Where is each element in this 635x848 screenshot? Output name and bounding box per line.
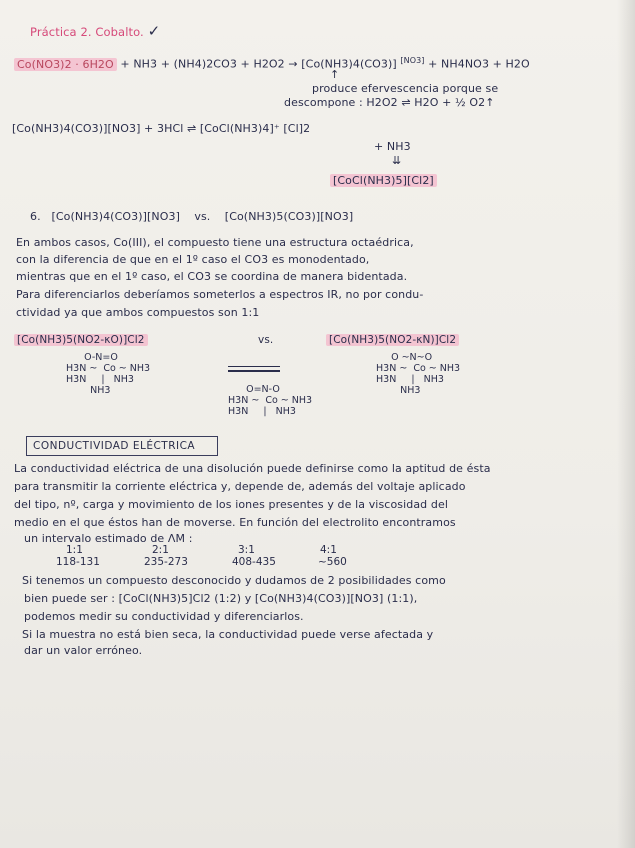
compound-a: [Co(NH3)4(CO3)][NO3]	[51, 210, 180, 223]
structure-intermediate: O=N-O H3N ~ Co ~ NH3 H3N | NH3	[228, 384, 313, 417]
checkmark-icon: ✓	[147, 22, 161, 40]
para3-line-3: podemos medir su conductividad y diferenciarlos.	[24, 610, 304, 623]
isomer-b: [Co(NH3)5(NO2-κN)]Cl2	[326, 334, 459, 346]
structure-nitro: O ~N~O H3N ~ Co ~ NH3 H3N | NH3 NH3	[376, 352, 461, 396]
ratio-3-1-label: 3:1	[238, 544, 255, 556]
para2-line-5: un intervalo estimado de ΛM :	[24, 532, 193, 545]
product-line	[330, 174, 437, 187]
para1-line-1: En ambos casos, Co(III), el compuesto tiene una estructura octaédrica,	[16, 236, 414, 249]
equilibrium-arrow-icon	[228, 366, 280, 375]
reaction-2-nh3: + NH3	[374, 140, 411, 153]
para1-line-2: con la diferencia de que en el 1º caso el CO3 es monodentado,	[16, 253, 370, 266]
effervescence-note-2: descompone : H2O2 ⇌ H2O + ½ O2↑	[284, 96, 495, 109]
para3-line-2: bien puede ser : [CoCl(NH3)5]Cl2 (1:2) y [Co(NH3)4(CO3)][NO3] (1:1),	[24, 592, 418, 605]
para1-line-4: Para diferenciarlos deberíamos someterlos a espectros IR, no por condu-	[16, 288, 424, 301]
para2-line-2: para transmitir la corriente eléctrica y, depende de, además del voltaje aplicado	[14, 480, 466, 493]
page-title	[30, 22, 160, 40]
reaction-1-body: + NH3 + (NH4)2CO3 + H2O2 → [Co(NH3)4(CO3)]	[120, 57, 397, 71]
para2-line-3: del tipo, nº, carga y movimiento de los iones presentes y de la viscosidad del	[14, 498, 448, 511]
para3-line-5: dar un valor erróneo.	[24, 644, 143, 657]
ratio-4-1-label: 4:1	[320, 544, 337, 556]
para3-line-4: Si la muestra no está bien seca, la conductividad puede verse afectada y	[22, 628, 434, 641]
structure-nitrito: O-N=O H3N ~ Co ~ NH3 H3N | NH3 NH3	[66, 352, 151, 396]
ratio-1-1-label: 1:1	[66, 544, 83, 556]
title-text: Práctica 2. Cobalto.	[30, 25, 144, 39]
reaction-2-arrow: ⇊	[392, 154, 402, 167]
section-heading-box	[26, 436, 218, 456]
para3-line-1: Si tenemos un compuesto desconocido y dudamos de 2 posibilidades como	[22, 574, 446, 587]
question-number: 6.	[30, 210, 41, 223]
ratio-3-1-range: 408-435	[232, 556, 276, 568]
para1-line-3: mientras que en el 1º caso, el CO3 se coordina de manera bidentada.	[16, 270, 408, 283]
para2-line-1: La conductividad eléctrica de una disolución puede definirse como la aptitud de ésta	[14, 462, 491, 475]
page-edge-shadow	[617, 0, 635, 848]
ratio-2-1-range: 235-273	[144, 556, 188, 568]
effervescence-note-1: produce efervescencia porque se	[312, 82, 499, 95]
reaction-line-1	[14, 56, 530, 71]
para2-line-4: medio en el que éstos han de moverse. En función del electrolito encontramos	[14, 516, 456, 529]
para1-line-5: ctividad ya que ambos compuestos son 1:1	[16, 306, 260, 319]
isomers-vs: vs.	[258, 334, 274, 346]
isomer-b-line	[326, 334, 459, 346]
ratio-1-1-range: 118-131	[56, 556, 100, 568]
question-line	[30, 210, 353, 223]
vs-label: vs.	[194, 210, 211, 223]
isomer-a: [Co(NH3)5(NO2-κO)]Cl2	[14, 334, 148, 346]
highlighted-reactant: Co(NO3)2 · 6H2O	[14, 58, 117, 71]
ratio-4-1-range: ~560	[318, 556, 347, 568]
up-arrow-icon: ↑	[330, 68, 340, 81]
compound-b: [Co(NH3)5(CO3)][NO3]	[224, 210, 354, 223]
reaction-line-2: [Co(NH3)4(CO3)][NO3] + 3HCl ⇌ [CoCl(NH3)4]⁺ [Cl]2	[12, 122, 311, 135]
reaction-1-tail: + NH4NO3 + H2O	[428, 57, 530, 71]
ratio-2-1-label: 2:1	[152, 544, 169, 556]
isomer-a-line	[14, 334, 148, 346]
reaction-1-superscript: [NO3]	[400, 56, 425, 65]
section-heading-label: CONDUCTIVIDAD ELÉCTRICA	[33, 440, 196, 452]
highlighted-product: [CoCl(NH3)5][Cl2]	[330, 174, 437, 187]
